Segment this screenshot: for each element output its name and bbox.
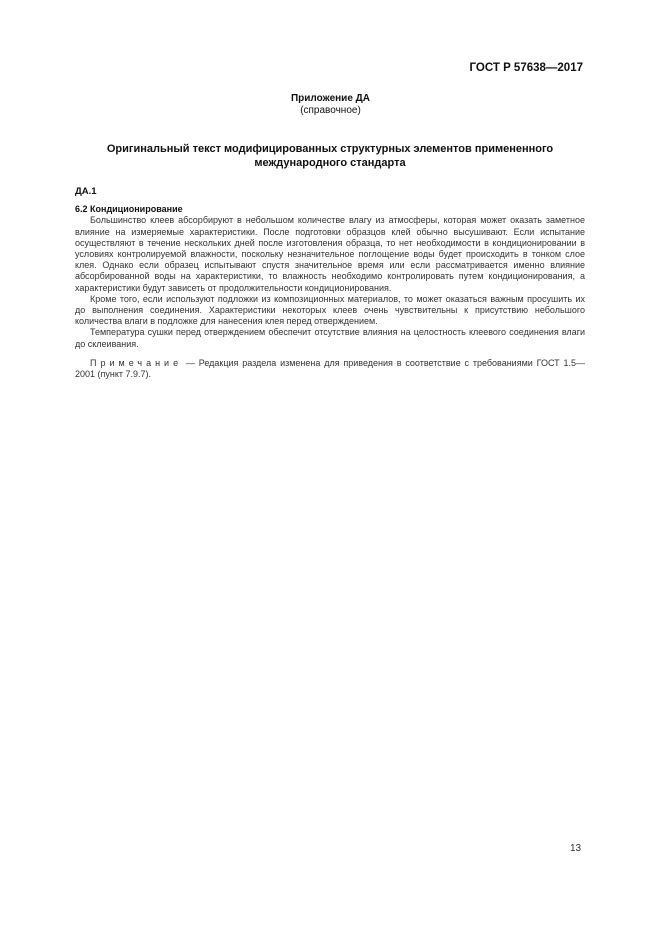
- page-number: 13: [570, 843, 582, 854]
- document-title: Оригинальный текст модифицированных структурных элементов примененного международного стандарта: [106, 143, 554, 169]
- annex-type: (справочное): [300, 105, 361, 116]
- note-label: Примечание: [90, 357, 183, 368]
- annex-label: Приложение ДА: [290, 93, 371, 104]
- subsection-title: 6.2 Кондиционирование: [75, 204, 183, 215]
- annex-heading: [0, 93, 661, 117]
- note: [75, 358, 585, 380]
- section-content: [75, 186, 585, 380]
- paragraph: Температура сушки перед отверждением обеспечит отсутствие влияния на целостность клеевого соединения влаги до склеивания.: [75, 327, 585, 349]
- standard-code: ГОСТ Р 57638—2017: [469, 62, 583, 74]
- paragraph: Кроме того, если используют подложки из композиционных материалов, то может оказаться важным просушить их до выполнения соединения. Характеристики некоторых клеев очень чувствительны к присутствию небольшого количества влаги в подложке для нанесения клея перед отверждением.: [75, 293, 585, 327]
- paragraph: Большинство клеев абсорбируют в небольшом количестве влагу из атмосферы, которая может оказать заметное влияние на измеряемые характеристики. После подготовки образцов клей обычно высушивают. Если испытание осуществляют в течение нескольких дней после изготовления образца, то нет необходимости в кондиционировании в условиях контролируемой влажности, поскольку незначительное поглощение воды будет происходить в тонком слое клея. Однако если образец испытывают спустя значительное время или если рассматривается именно влияние абсорбированной воды на характеристики, то влажность необходимо контролировать путем кондиционирования, а характеристики будут зависеть от продолжительности кондиционирования.: [75, 215, 585, 293]
- note-text: — Редакция раздела изменена для приведения в соответствие с требованиями ГОСТ 1.5—2001 (пункт 7.9.7).: [75, 357, 585, 380]
- section-id: ДА.1: [75, 186, 97, 197]
